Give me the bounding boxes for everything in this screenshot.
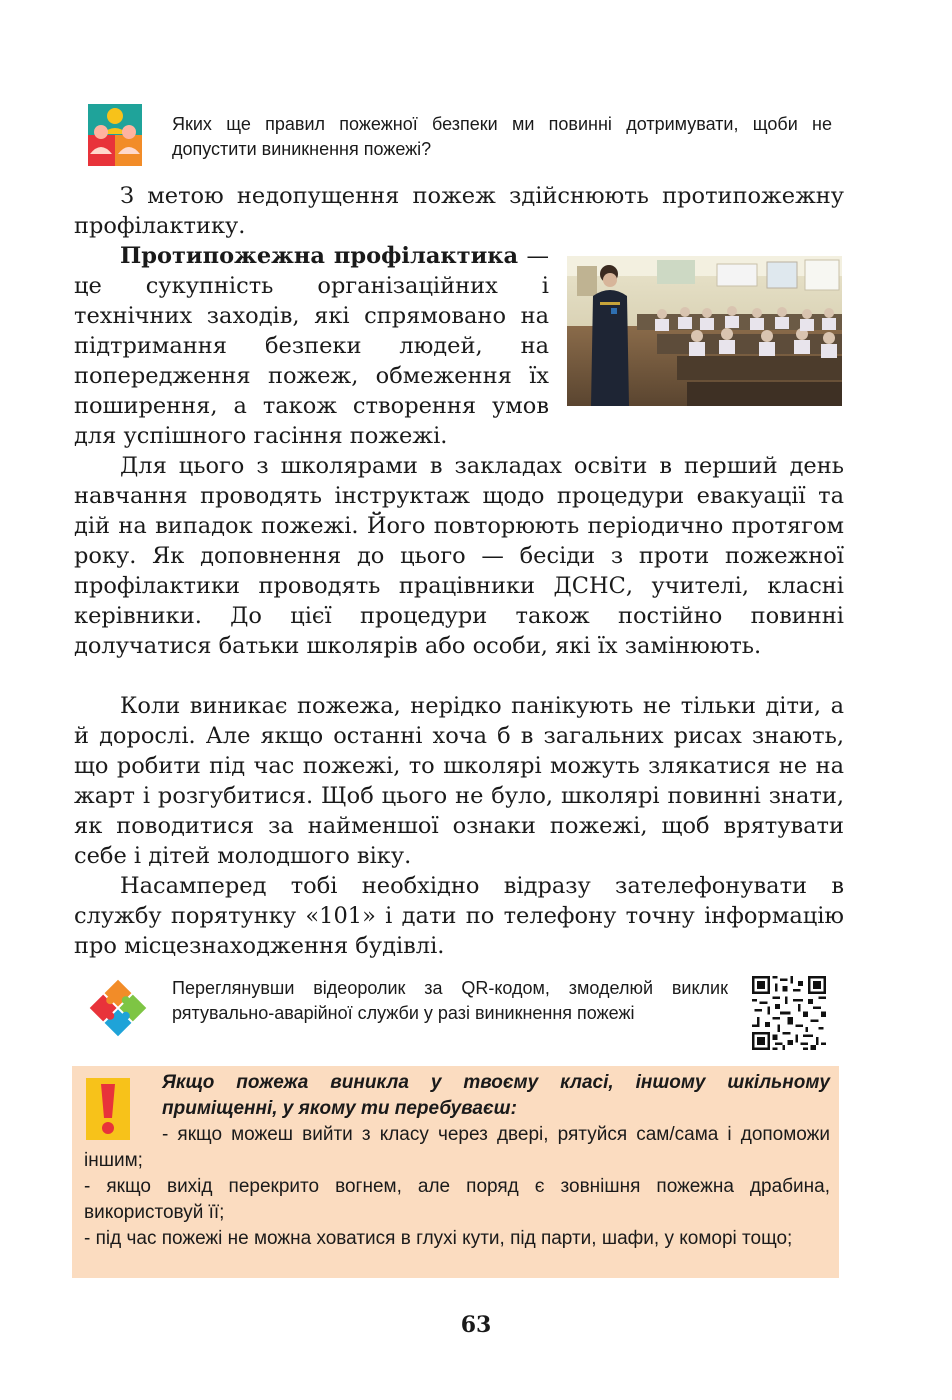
warning-block [72, 1066, 839, 1278]
list-item: - якщо можеш вийти з класу через двері, рятуйся сам/сама і допоможи іншим; [84, 1124, 830, 1171]
group-discussion-icon [88, 104, 142, 166]
paragraph-instruction: Для цього з школярами в закладах освіти в перший день навчання проводять інструктаж щодо процедури евакуації та дій на випадок пожежі. Його повторюють періодично протягом року. Як доповнення до цього — бесіди з проти пожежної профілактики проводять працівники ДСНС, учителі, класні керівники. До цієї процедури також постійно повинні долучатися батьки школярів або особи, які їх замінюють. [74, 453, 844, 659]
paragraph-intro: З метою недопущення пожеж здійснюють протипожежну профілактику. [74, 183, 844, 239]
qr-task-text: Переглянувши відеоролик за QR-кодом, змоделюй виклик рятувально-аварійної служби у разі виникнення пожежі [172, 978, 728, 1023]
warning-list [84, 1122, 830, 1252]
puzzle-icon [88, 978, 148, 1038]
paragraph-panic: Коли виникає пожежа, нерідко панікують не тільки діти, а й дорослі. Але якщо останні хоча б в загальних рисах знають, що робити під час пожежі, то школярі можуть злякатися не на жарт і розгубитися. Щоб цього не було, школярі повинні знати, як поводитися за найменшої ознаки пожежі, щоб врятувати себе і дітей молодшого віку. [74, 693, 844, 869]
question-text: Яких ще правил пожежної безпеки ми повинні дотримувати, щоби не допустити виникнення пожежі? [172, 114, 832, 159]
definition-term: Протипожежна профілактика [120, 243, 519, 269]
page-number: 63 [460, 1312, 492, 1338]
question-block [88, 102, 848, 168]
paragraph-emergency-call: Насамперед тобі необхідно відразу зателефонувати в службу порятунку «101» і дати по телефону точну інформацію про місцезнаходження будівлі. [74, 873, 844, 959]
list-item: - під час пожежі не можна ховатися в глухі кути, під парти, шафи, у коморі тощо; [84, 1228, 793, 1249]
warning-title: Якщо пожежа виникла у твоєму класі, іншому шкільному приміщенні, у якому ти перебуваєш: [162, 1072, 830, 1119]
paragraph-definition [74, 241, 549, 451]
qr-code[interactable] [752, 976, 826, 1050]
classroom-photo [567, 256, 842, 406]
list-item: - якщо вихід перекрито вогнем, але поряд є зовнішня пожежна драбина, використовуй її; [84, 1176, 830, 1223]
definition-text: — це сукупність організаційних і технічних заходів, які спрямовано на підтримання безпеки людей, на попередження пожеж, обмеження їх поширення, а також створення умов для успішного гасіння пожежі. [74, 243, 549, 449]
qr-task-block [88, 972, 840, 1054]
